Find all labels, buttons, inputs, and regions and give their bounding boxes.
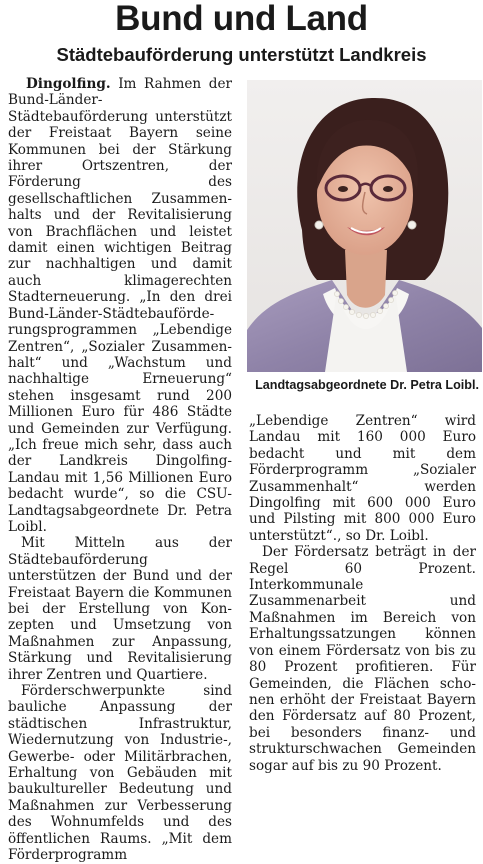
subheadline: Städtebauförderung unterstützt Landkreis (56, 44, 427, 65)
article-paragraph-2: Mit Mitteln aus der Städtebauförderung unterstützen der Bund und der Freistaat Bayern die Kommunen bei der Erstellung von Konzepten und Umsetzung von Maßnahmen zur Anpassung, Stärkung und Revitalisierung ihrer Zentren und Quartiere. (8, 535, 232, 683)
dateline: Dingolfing. (26, 76, 111, 92)
portrait-image (247, 80, 482, 372)
article-paragraph-1 (8, 76, 232, 535)
paragraph-1-text: Im Rahmen der Bund-Länder-Städtebauförderung unterstützt der Freistaat Bayern seine Kommunen bei der Stärkung ihrer Ortszentren, der Förderung des gesellschaftlichen Zusammenhalts und der Revitalisierung von Brachflächen und leistet damit einen wichtigen Beitrag zur nachhaltigen und damit auch klimagerechten Stadterneuerung. „In den drei Bund-Länder-Städtebauförderungsprogrammen „Lebendige Zentren“, „Sozialer Zusammenhalt“ und „Wachstum und nachhaltige Erneuerung“ stehen insgesamt rund 200 Millionen Euro für 486 Städte und Gemeinden zur Verfügung. „Ich freue mich sehr, dass auch der Landkreis Dingolfing-Landau mit 1,56 Millionen Euro bedacht wurde“, so die CSU-Landtagsabgeordnete Dr. Petra Loibl. (8, 76, 232, 535)
article-right-column (249, 413, 476, 774)
headline: Bund und Land (115, 0, 368, 38)
article-paragraph-4: „Lebendige Zentren“ wird Landau mit 160 000 Euro bedacht und mit dem Förderprogramm „Sozialer Zusammenhalt“ werden Dingolfing mit 600 000 Euro und Pilsting mit 800 000 Euro unterstützt“., so Dr. Loibl. (249, 413, 476, 544)
portrait-photo (247, 80, 482, 372)
article-left-column (8, 76, 232, 864)
article-paragraph-3: Förderschwerpunkte sind bauliche Anpassung der städtischen Infrastruktur, Wiedernutzung von Industrie-, Gewerbe- oder Militärbrachen, Erhaltung von Gebäuden mit baukultureller Bedeutung und Maßnahmen zur Verbesserung des Wohnumfelds und des öffentlichen Raums. „Mit dem Förderprogramm (8, 683, 232, 864)
article-paragraph-5: Der Fördersatz beträgt in der Regel 60 Prozent. Interkommunale Zusammenarbeit und Maßnahmen im Bereich von Erhaltungssatzungen können von einem Fördersatz von bis zu 80 Prozent profitieren. Für Gemeinden, die Flächen schonen erhöht der Freistaat Bayern den Fördersatz auf 80 Prozent, bei besonders finanz- und strukturschwachen Gemeinden sogar auf bis zu 90 Prozent. (249, 544, 476, 774)
photo-caption: Landtagsabgeordnete Dr. Petra Loibl. (255, 378, 479, 392)
